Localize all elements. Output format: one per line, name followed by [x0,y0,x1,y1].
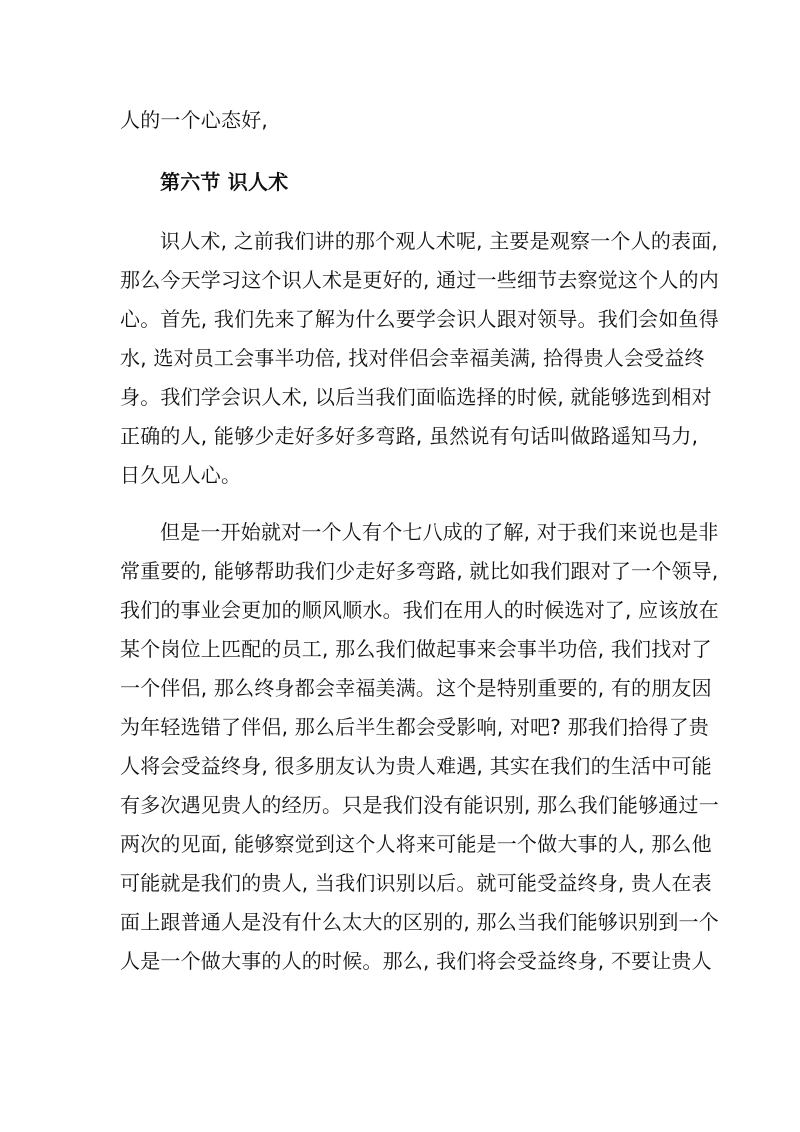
section-heading: 第六节 识人术 [160,170,289,194]
paragraph-line: 可能就是我们的贵人, 当我们识别以后。就可能受益终身, 贵人在表 [120,871,712,895]
paragraph-line: 面上跟普通人是没有什么太大的区别的, 那么当我们能够识别到一个 [120,910,719,934]
paragraph-line: 水, 选对员工会事半功倍, 找对伴侣会幸福美满, 拾得贵人会受益终 [120,346,705,370]
paragraph-line: 两次的见面, 能够察觉到这个人将来可能是一个做大事的人, 那么他 [120,832,712,856]
paragraph-line: 那么今天学习这个识人术是更好的, 通过一些细节去察觉这个人的内 [120,268,719,292]
paragraph-line: 有多次遇见贵人的经历。只是我们没有能识别, 那么我们能够通过一 [120,793,719,817]
paragraph-line: 人将会受益终身, 很多朋友认为贵人难遇, 其实在我们的生活中可能 [120,754,712,778]
paragraph-line: 心。首先, 我们先来了解为什么要学会识人跟对领导。我们会如鱼得 [120,307,719,331]
paragraph-line: 日久见人心。 [120,463,242,487]
paragraph-line: 但是一开始就对一个人有个七八成的了解, 对于我们来说也是非 [160,520,719,544]
paragraph-line-closing: 人的一个心态好, [120,108,268,132]
paragraph-line: 某个岗位上匹配的员工, 那么我们做起事来会事半功倍, 我们找对了 [120,637,712,661]
paragraph-line: 人是一个做大事的人的时候。那么, 我们将会受益终身, 不要让贵人 [120,949,712,973]
paragraph-line: 身。我们学会识人术, 以后当我们面临选择的时候, 就能够选到相对 [120,385,712,409]
paragraph-line: 我们的事业会更加的顺风顺水。我们在用人的时候选对了, 应该放在 [120,598,719,622]
paragraph-line: 为年轻选错了伴侣, 那么后半生都会受影响, 对吧? 那我们拾得了贵 [120,715,710,739]
paragraph-line: 常重要的, 能够帮助我们少走好多弯路, 就比如我们跟对了一个领导, [120,559,719,583]
paragraph-line: 识人术, 之前我们讲的那个观人术呢, 主要是观察一个人的表面, [160,229,718,253]
paragraph-line: 一个伴侣, 那么终身都会幸福美满。这个是特别重要的, 有的朋友因 [120,676,712,700]
paragraph-line: 正确的人, 能够少走好多好多弯路, 虽然说有句话叫做路遥知马力, [120,424,699,448]
